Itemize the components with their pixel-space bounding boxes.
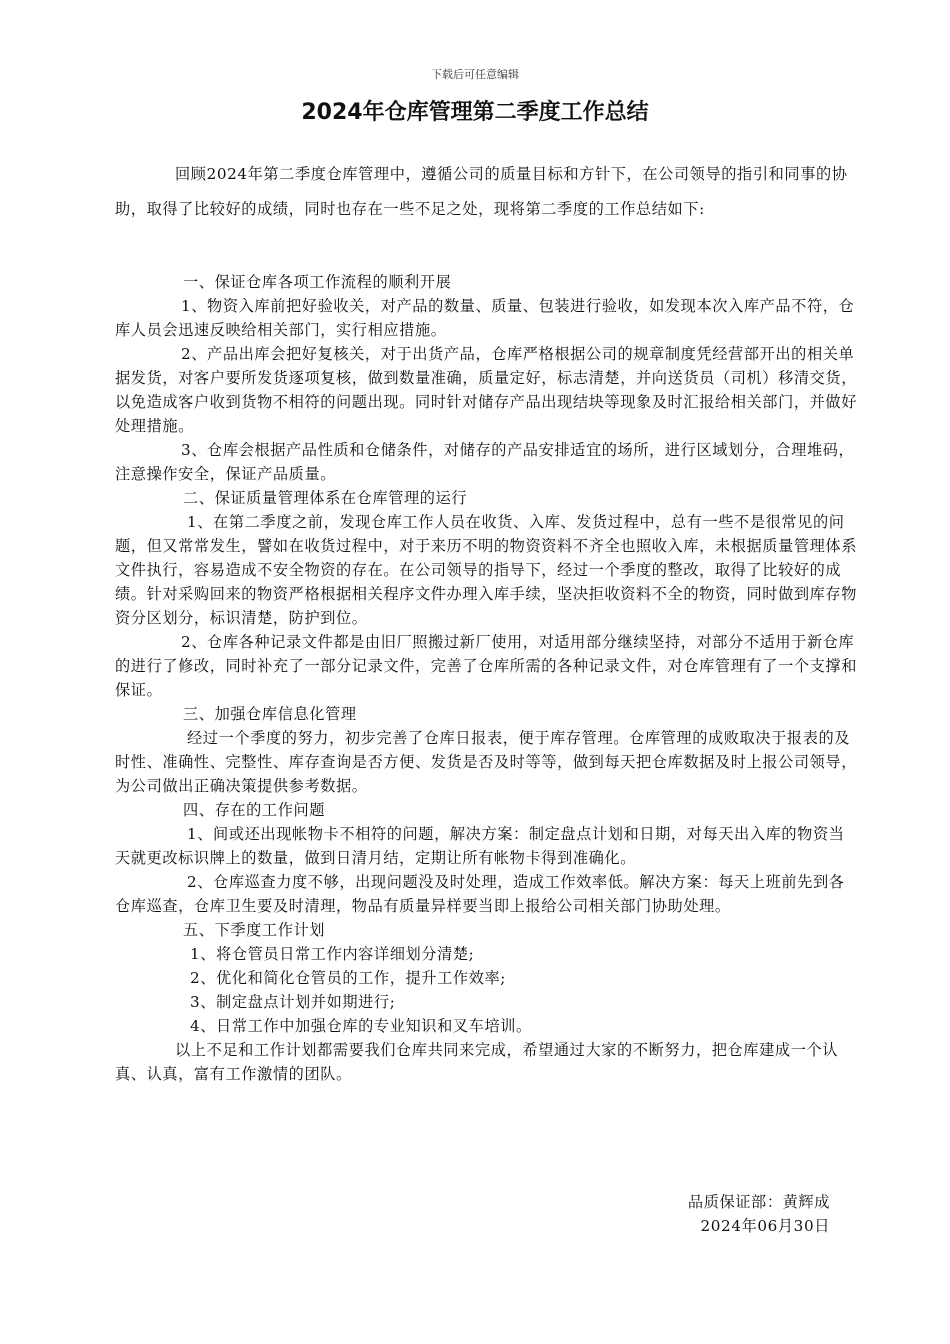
section-5-heading: 五、下季度工作计划 — [183, 921, 326, 939]
section-3-heading: 三、加强仓库信息化管理 — [183, 705, 357, 723]
intro-section — [115, 157, 860, 227]
signature-department: 品质保证部：黄辉成 — [687, 1193, 830, 1211]
section-2-paragraph-1: 1、在第二季度之前，发现仓库工作人员在收货、入库、发货过程中，总有一些不是很常见的问题，但又常常发生，譬如在收货过程中，对于来历不明的物资资料不齐全也照收入库，未根据质量管理体系文件执行，容易造成不安全物资的存在。在公司领导的指导下，经过一个季度的整改，取得了比较好的成绩。针对采购回来的物资严格根据相关程序文件办理入库手续，坚决拒收资料不全的物资，同时做到库存物资分区划分，标识清楚，防护到位。 — [115, 513, 858, 627]
plan-item: 4、日常工作中加强仓库的专业知识和叉车培训。 — [190, 1017, 532, 1035]
section-4-paragraph-2: 2、仓库巡查力度不够，出现问题没及时处理，造成工作效率低。解决方案：每天上班前先到各仓库巡查，仓库卫生要及时清理，物品有质量异样要当即上报给公司相关部门协助处理。 — [115, 873, 845, 915]
section-2-paragraph-2: 2、仓库各种记录文件都是由旧厂照搬过新厂使用，对适用部分继续坚持，对部分不适用于新仓库的进行了修改，同时补充了一部分记录文件，完善了仓库所需的各种记录文件，对仓库管理有了一个支撑和保证。 — [115, 633, 858, 699]
plan-item: 1、将仓管员日常工作内容详细划分清楚; — [190, 945, 475, 963]
section-3-paragraph-1: 经过一个季度的努力，初步完善了仓库日报表，便于库存管理。仓库管理的成败取决于报表的及时性、准确性、完整性、库存查询是否方便、发货是否及时等等，做到每天把仓库数据及时上报公司领导，为公司做出正确决策提供参考数据。 — [115, 729, 858, 795]
signature-date: 2024年06月30日 — [700, 1217, 830, 1235]
section-1-paragraph-1: 1、物资入库前把好验收关，对产品的数量、质量、包装进行验收，如发现本次入库产品不符，仓库人员会迅速反映给相关部门，实行相应措施。 — [115, 297, 855, 339]
section-1-paragraph-3: 3、仓库会根据产品性质和仓储条件，对储存的产品安排适宜的场所，进行区域划分，合理堆码，注意操作安全，保证产品质量。 — [115, 441, 855, 483]
section-2-heading: 二、保证质量管理体系在仓库管理的运行 — [183, 489, 468, 507]
section-1-heading: 一、保证仓库各项工作流程的顺利开展 — [183, 273, 452, 291]
section-1-paragraph-2: 2、产品出库会把好复核关，对于出货产品，仓库严格根据公司的规章制度凭经营部开出的相关单据发货，对客户要所发货逐项复核，做到数量准确，质量定好，标志清楚，并向送货员（司机）移清交货，以免造成客户收到货物不相符的问题出现。同时针对储存产品出现结块等现象及时汇报给相关部门，并做好处理措施。 — [115, 345, 858, 435]
plan-item: 2、优化和简化仓管员的工作，提升工作效率; — [190, 969, 506, 987]
document-title: 2024年仓库管理第二季度工作总结 — [301, 100, 649, 125]
section-4-paragraph-1: 1、间或还出现帐物卡不相符的问题，解决方案：制定盘点计划和日期，对每天出入库的物资当天就更改标识牌上的数量，做到日清月结，定期让所有帐物卡得到准确化。 — [115, 825, 845, 867]
section-4-heading: 四、存在的工作问题 — [183, 801, 326, 819]
main-content — [115, 270, 860, 1086]
closing-paragraph: 以上不足和工作计划都需要我们仓库共同来完成，希望通过大家的不断努力，把仓库建成一个认真、认真，富有工作激情的团队。 — [115, 1041, 839, 1083]
header-note: 下载后可任意编辑 — [431, 68, 519, 81]
plan-item: 3、制定盘点计划并如期进行; — [190, 993, 396, 1011]
intro-paragraph: 回顾2024年第二季度仓库管理中，遵循公司的质量目标和方针下，在公司领导的指引和同事的协助，取得了比较好的成绩，同时也存在一些不足之处，现将第二季度的工作总结如下: — [115, 165, 848, 218]
